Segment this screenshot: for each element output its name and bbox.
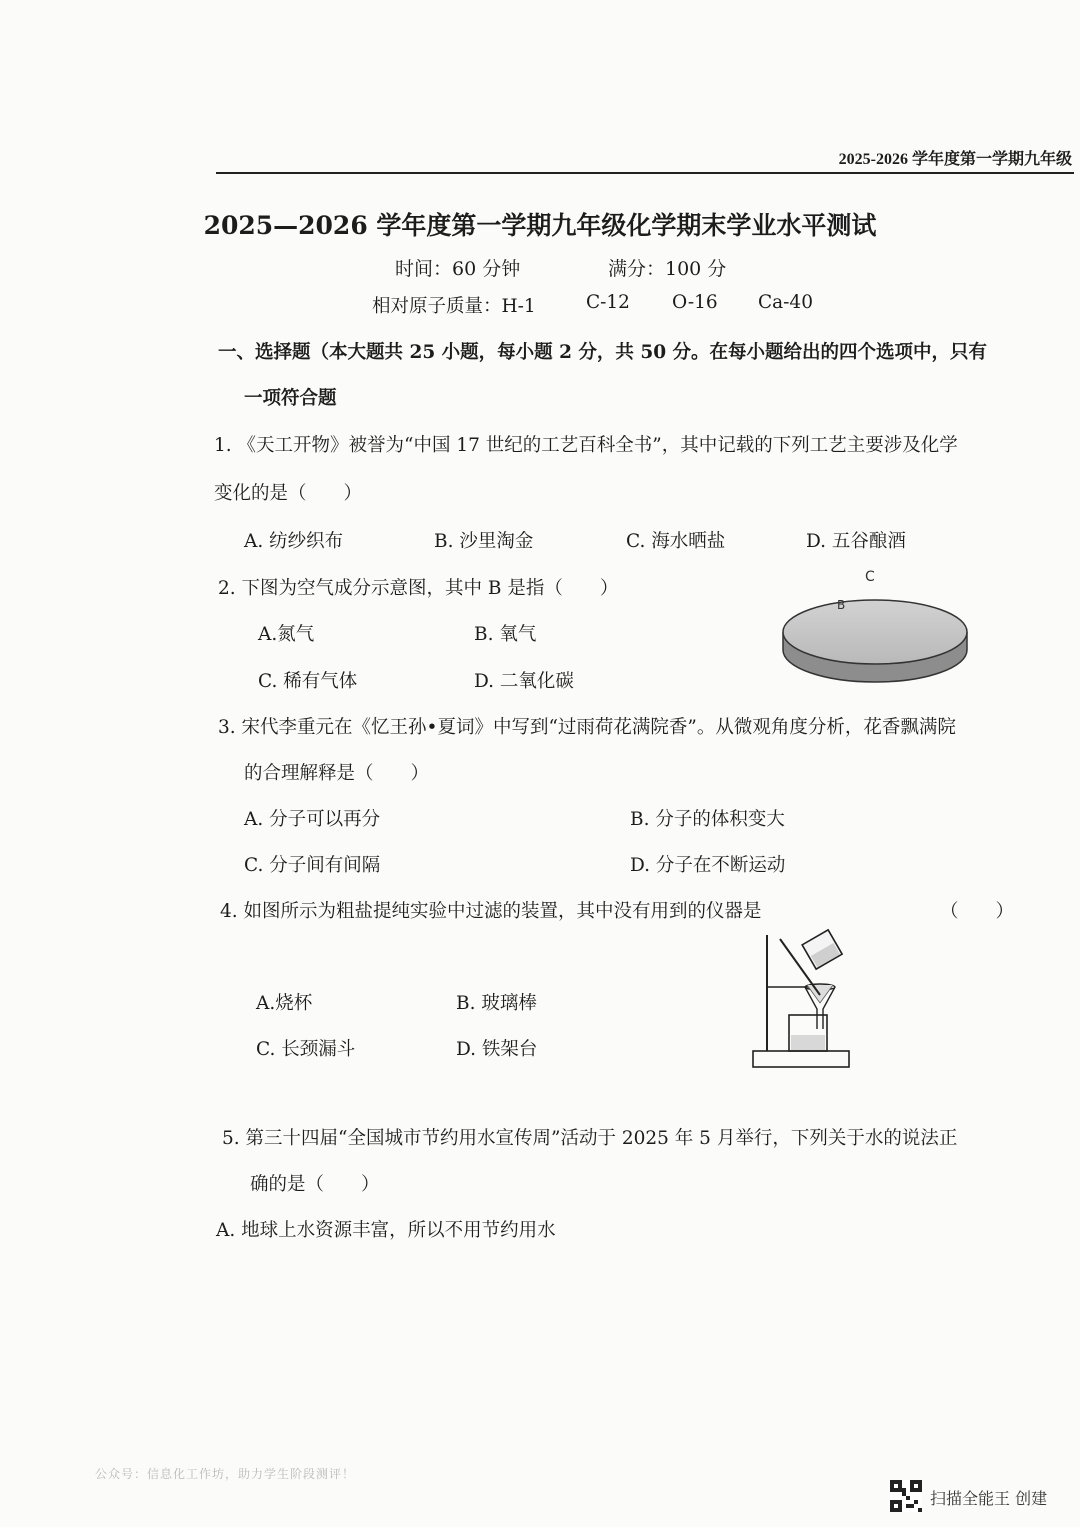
exam-time: 时间：60 分钟 bbox=[395, 258, 521, 280]
question-1-stem: 1. 《天工开物》被誉为“中国 17 世纪的工艺百科全书”，其中记载的下列工艺主要涉及化学 bbox=[214, 435, 958, 456]
air-composition-disk-figure bbox=[775, 565, 975, 690]
footer-watermark: 公众号：信息化工作坊，助力学生阶段测评！ bbox=[95, 1467, 356, 1481]
fig-label-c: C bbox=[865, 569, 875, 585]
pouring-beaker bbox=[802, 930, 842, 969]
disk-top bbox=[783, 600, 967, 664]
q2-option-a: A.氮气 bbox=[258, 624, 315, 645]
q2-option-c: C. 稀有气体 bbox=[258, 671, 358, 692]
question-1-stem-cont: 变化的是（ ） bbox=[214, 483, 363, 504]
q5-option-a: A. 地球上水资源丰富，所以不用节约用水 bbox=[216, 1220, 556, 1241]
q3-option-c: C. 分子间有间隔 bbox=[244, 855, 381, 876]
scanner-credit: 扫描全能王 创建 bbox=[930, 1489, 1048, 1508]
exam-full-score: 满分：100 分 bbox=[608, 258, 727, 280]
running-header: 2025-2026 学年度第一学期九年级 bbox=[838, 151, 1072, 168]
question-3-stem-cont: 的合理解释是（ ） bbox=[244, 763, 430, 784]
q3-option-b: B. 分子的体积变大 bbox=[630, 809, 785, 830]
question-4-answer-paren: （ ） bbox=[940, 901, 1015, 922]
filtrate bbox=[791, 1035, 825, 1050]
q2-option-b: B. 氧气 bbox=[474, 624, 537, 645]
q3-option-a: A. 分子可以再分 bbox=[244, 809, 381, 830]
q1-option-b: B. 沙里淘金 bbox=[434, 531, 534, 552]
exam-title: 2025—2026 学年度第一学期九年级化学期末学业水平测试 bbox=[203, 211, 877, 240]
q2-option-d: D. 二氧化碳 bbox=[474, 671, 574, 692]
qr-code-icon bbox=[890, 1480, 922, 1512]
atomic-mass-h: 相对原子质量：H-1 bbox=[372, 296, 536, 317]
question-5-stem-cont: 确的是（ ） bbox=[250, 1174, 380, 1195]
q1-option-d: D. 五谷酿酒 bbox=[806, 531, 906, 552]
filtration-apparatus-figure bbox=[745, 925, 860, 1075]
question-5-stem: 5. 第三十四届“全国城市节约用水宣传周”活动于 2025 年 5 月举行，下列关于水的说法正 bbox=[222, 1128, 958, 1149]
q4-option-a: A.烧杯 bbox=[256, 993, 313, 1014]
q4-option-d: D. 铁架台 bbox=[456, 1039, 538, 1060]
section-1-heading: 一、选择题（本大题共 25 小题，每小题 2 分，共 50 分。在每小题给出的四个选项中，只有 bbox=[218, 342, 988, 363]
section-1-heading-cont: 一项符合题 bbox=[244, 388, 337, 409]
q1-option-a: A. 纺纱织布 bbox=[244, 531, 344, 552]
q4-option-b: B. 玻璃棒 bbox=[456, 993, 537, 1014]
atomic-mass-ca: Ca-40 bbox=[758, 292, 813, 313]
q3-option-d: D. 分子在不断运动 bbox=[630, 855, 786, 876]
header-rule bbox=[216, 172, 1074, 174]
question-4-stem: 4. 如图所示为粗盐提纯实验中过滤的装置，其中没有用到的仪器是 bbox=[220, 901, 762, 922]
stand-base bbox=[753, 1051, 849, 1067]
question-2-stem: 2. 下图为空气成分示意图，其中 B 是指（ ） bbox=[218, 578, 619, 599]
fig-label-b: B bbox=[837, 598, 846, 612]
q1-option-c: C. 海水晒盐 bbox=[626, 531, 726, 552]
question-3-stem: 3. 宋代李重元在《忆王孙•夏词》中写到“过雨荷花满院香”。从微观角度分析，花香飘满院 bbox=[218, 717, 956, 738]
q4-option-c: C. 长颈漏斗 bbox=[256, 1039, 356, 1060]
atomic-mass-c: C-12 bbox=[586, 292, 630, 313]
atomic-mass-o: O-16 bbox=[672, 292, 718, 313]
